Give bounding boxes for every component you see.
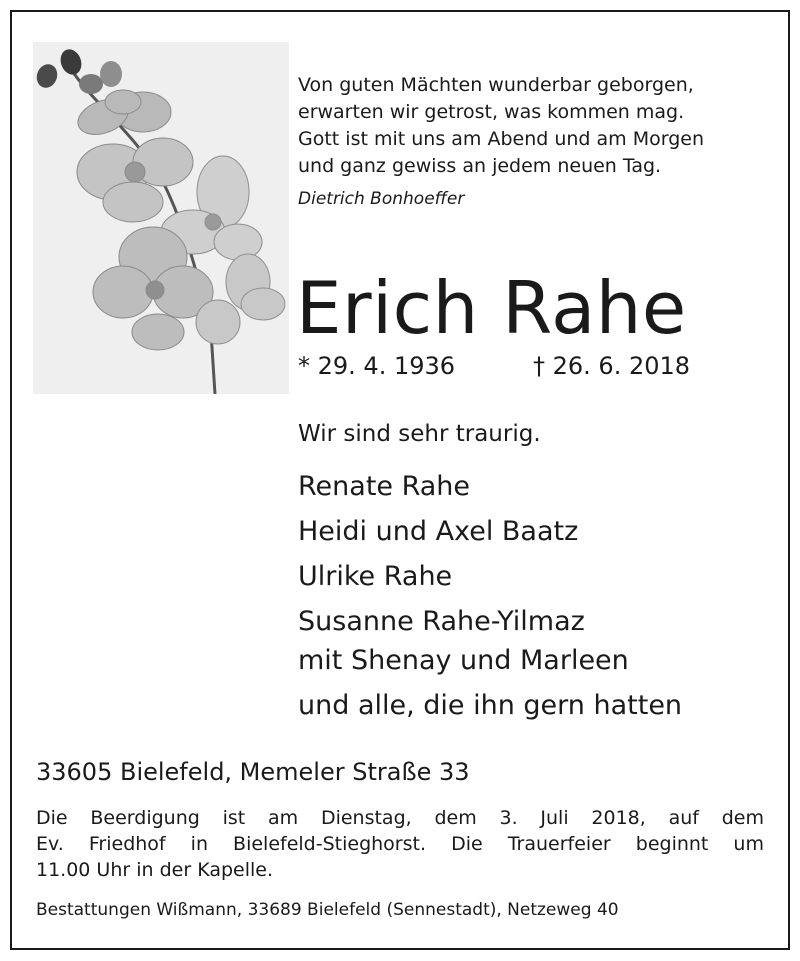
- mourner-name: mit Shenay und Marleen: [298, 645, 629, 676]
- funeral-line: Die Beerdigung ist am Dienstag, dem 3. Juli 2018, auf dem: [36, 807, 764, 829]
- mourner-name: Ulrike Rahe: [298, 561, 453, 592]
- undertaker-info: Bestattungen Wißmann, 33689 Bielefeld (Sennestadt), Netzeweg 40: [36, 900, 619, 920]
- mourner-closing: und alle, die ihn gern hatten: [298, 690, 683, 721]
- funeral-details: [36, 805, 764, 883]
- poem-author: Dietrich Bonhoeffer: [298, 189, 465, 209]
- family-address: 33605 Bielefeld, Memeler Straße 33: [36, 758, 470, 786]
- poem-line: und ganz gewiss an jedem neuen Tag.: [298, 155, 662, 177]
- poem-line: Von guten Mächten wunderbar geborgen,: [298, 74, 694, 96]
- mourning-intro: Wir sind sehr traurig.: [298, 421, 541, 447]
- orchid-branch-icon: [33, 42, 289, 394]
- poem-line: Gott ist mit uns am Abend und am Morgen: [298, 128, 704, 150]
- deceased-name: Erich Rahe: [296, 266, 687, 350]
- birth-date: * 29. 4. 1936: [298, 352, 456, 380]
- mourner-name: Renate Rahe: [298, 471, 471, 502]
- funeral-line: Ev. Friedhof in Bielefeld-Stieghorst. Die Trauerfeier beginnt um: [36, 833, 764, 855]
- death-date: † 26. 6. 2018: [533, 352, 691, 380]
- poem-line: erwarten wir getrost, was kommen mag.: [298, 101, 685, 123]
- mourner-name: Heidi und Axel Baatz: [298, 516, 579, 547]
- orchid-image: [33, 42, 289, 394]
- poem: [298, 72, 704, 180]
- mourner-name: Susanne Rahe-Yilmaz: [298, 606, 585, 637]
- funeral-line: 11.00 Uhr in der Kapelle.: [36, 859, 273, 881]
